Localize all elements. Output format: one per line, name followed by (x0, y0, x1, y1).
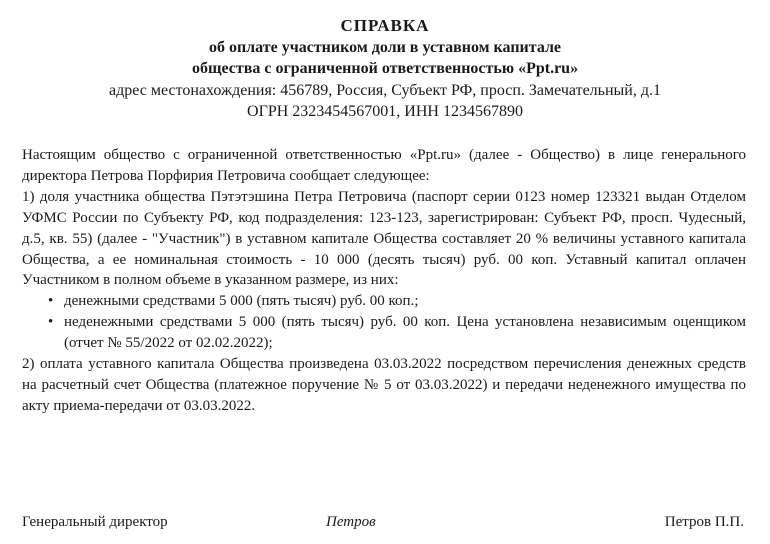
bullet-icon: • (48, 293, 54, 310)
company-address: адрес местонахождения: 456789, Россия, Субъект РФ, просп. Замечательный, д.1 (109, 82, 661, 99)
list-item (22, 291, 746, 312)
item-2-paragraph: 2) оплата уставного капитала Общества произведена 03.03.2022 посредством перечисления денежных средств на расчетный счет Общества (платежное поручение № 5 от 03.03.2022) и передачи неденежного имущества по акту приема-передачи от 03.03.2022. (22, 356, 746, 414)
intro-paragraph: Настоящим общество с ограниченной ответственностью «Ppt.ru» (далее - Общество) в лице генерального директора Петрова Порфирия Петровича сообщает следующее: (22, 147, 746, 184)
list-item-text: денежными средствами 5 000 (пять тысяч) руб. 00 коп.; (64, 293, 419, 310)
list-item-text: неденежными средствами 5 000 (пять тысяч) руб. 00 коп. Цена установлена независимым оценщиком (отчет № 55/2022 от 02.02.2022); (64, 314, 746, 352)
document-subtitle-2: общества с ограниченной ответственностью «Ppt.ru» (191, 60, 579, 77)
signature-role: Генеральный директор (22, 514, 168, 530)
document-body (22, 145, 746, 417)
document-subtitle-1: об оплате участником доли в уставном капитале (208, 39, 562, 56)
signature-name: Петров П.П. (664, 514, 744, 530)
item-1-paragraph: 1) доля участника общества Пэтэтэшина Петра Петровича (паспорт серии 0123 номер 123321 выдан Отделом УФМС России по Субъекту РФ, код подразделения: 123-123, зарегистрирован: Субъект РФ, просп. Чудесный, д.5, кв. 55) (далее - "Участник") в уставном капитале Общества составляет 20 % величины уставного капитала Общества, а ее номинальная стоимость - 10 000 (десять тысяч) руб. 00 коп. Уставный капитал оплачен Участником в полном объеме в указанном размере, из них: (22, 188, 746, 289)
signature-handwritten: Петров (326, 514, 376, 530)
list-item (22, 312, 746, 354)
company-registration: ОГРН 2323454567001, ИНН 1234567890 (247, 103, 523, 120)
payment-breakdown-list (22, 291, 746, 354)
bullet-icon: • (48, 314, 54, 331)
document-title: СПРАВКА (340, 16, 430, 35)
